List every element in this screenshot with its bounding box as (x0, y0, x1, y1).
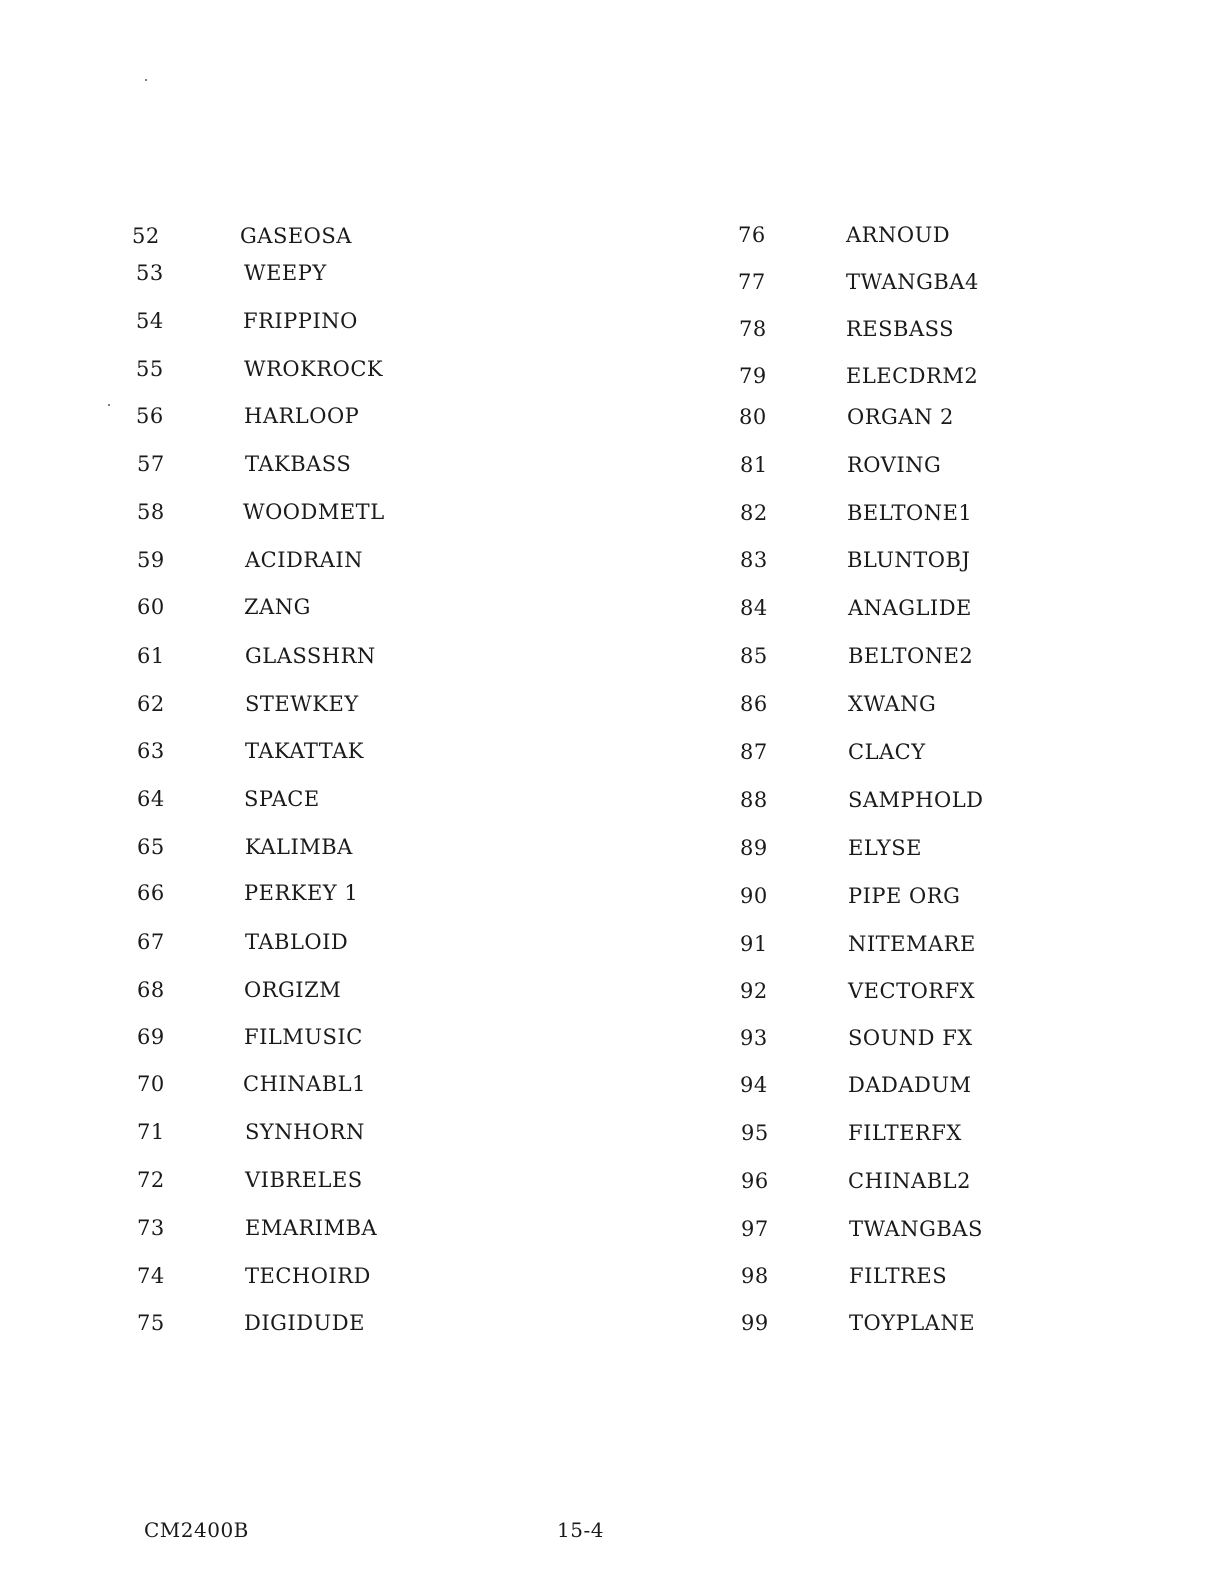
patch-number: 76 (738, 223, 766, 247)
patch-name: GASEOSA (240, 224, 352, 248)
patch-name: NITEMARE (848, 932, 976, 956)
patch-entry (600, 790, 1100, 830)
patch-name: BELTONE2 (848, 644, 974, 668)
patch-number: 64 (137, 787, 165, 811)
patch-entry (0, 1313, 500, 1353)
patch-entry (600, 455, 1100, 495)
patch-entry (0, 980, 500, 1020)
patch-number: 65 (137, 835, 165, 859)
patch-name: SYNHORN (245, 1120, 365, 1144)
patch-name: PERKEY 1 (244, 881, 359, 905)
patch-name: WOODMETL (243, 500, 385, 524)
patch-entry (0, 359, 500, 399)
patch-entry (600, 886, 1100, 926)
patch-number: 68 (137, 978, 165, 1002)
patch-name: TOYPLANE (849, 1311, 976, 1335)
patch-name: TWANGBAS (849, 1217, 983, 1241)
patch-entry (600, 503, 1100, 543)
patch-number: 66 (137, 881, 165, 905)
patch-name: SOUND FX (848, 1026, 973, 1050)
patch-entry (0, 226, 500, 266)
patch-entry (600, 225, 1100, 265)
patch-name: TECHOIRD (245, 1264, 371, 1288)
patch-name: VIBRELES (245, 1168, 363, 1192)
patch-name: ELYSE (848, 836, 923, 860)
patch-name: SAMPHOLD (848, 788, 984, 812)
patch-entry (600, 981, 1100, 1021)
patch-number: 62 (137, 692, 165, 716)
patch-number: 55 (136, 357, 164, 381)
patch-name: ORGIZM (244, 978, 342, 1002)
footer-document-code: CM2400B (144, 1518, 249, 1542)
patch-entry (0, 597, 500, 637)
patch-name: STEWKEY (245, 692, 359, 716)
patch-entry (600, 550, 1100, 590)
patch-name: ORGAN 2 (847, 405, 954, 429)
patch-number: 94 (740, 1073, 768, 1097)
patch-entry (600, 1171, 1100, 1211)
patch-number: 56 (136, 404, 164, 428)
patch-number: 92 (740, 979, 768, 1003)
patch-entry (600, 838, 1100, 878)
patch-number: 86 (740, 692, 768, 716)
patch-name: ROVING (847, 453, 942, 477)
patch-number: 57 (137, 452, 165, 476)
patch-entry (600, 319, 1100, 359)
patch-entry (0, 646, 500, 686)
patch-entry (600, 598, 1100, 638)
patch-entry (0, 1027, 500, 1067)
patch-number: 70 (137, 1072, 165, 1096)
patch-name: FILTRES (849, 1264, 948, 1288)
patch-number: 71 (137, 1120, 165, 1144)
patch-number: 69 (137, 1025, 165, 1049)
patch-entry (600, 272, 1100, 312)
patch-name: ACIDRAIN (245, 548, 364, 572)
patch-number: 89 (740, 836, 768, 860)
patch-entry (0, 406, 500, 446)
patch-name: SPACE (244, 787, 320, 811)
patch-name: TWANGBA4 (846, 270, 979, 294)
patch-entry (0, 263, 500, 303)
patch-name: TAKATTAK (245, 739, 364, 763)
patch-list-right (600, 0, 1100, 1584)
patch-entry (0, 502, 500, 542)
patch-number: 77 (738, 270, 766, 294)
patch-entry (0, 1266, 500, 1306)
patch-name: VECTORFX (848, 979, 976, 1003)
patch-name: FILTERFX (848, 1121, 962, 1145)
patch-number: 96 (741, 1169, 769, 1193)
patch-entry (600, 1075, 1100, 1115)
patch-name: XWANG (848, 692, 937, 716)
patch-number: 93 (740, 1026, 768, 1050)
patch-number: 54 (136, 309, 164, 333)
patch-name: EMARIMBA (245, 1216, 378, 1240)
patch-entry (600, 1028, 1100, 1068)
patch-number: 63 (137, 739, 165, 763)
patch-number: 58 (137, 500, 165, 524)
patch-number: 97 (741, 1217, 769, 1241)
patch-number: 90 (740, 884, 768, 908)
patch-entry (600, 366, 1100, 406)
patch-number: 88 (740, 788, 768, 812)
patch-name: ARNOUD (846, 223, 951, 247)
patch-list-left (0, 0, 500, 1584)
patch-number: 75 (137, 1311, 165, 1335)
patch-name: KALIMBA (245, 835, 353, 859)
patch-name: PIPE ORG (848, 884, 961, 908)
patch-entry (0, 789, 500, 829)
patch-name: CHINABL2 (848, 1169, 971, 1193)
patch-name: ANAGLIDE (848, 596, 972, 620)
patch-entry (0, 1170, 500, 1210)
patch-entry (0, 1218, 500, 1258)
patch-name: BLUNTOBJ (847, 548, 971, 572)
patch-number: 99 (741, 1311, 769, 1335)
patch-number: 91 (740, 932, 768, 956)
patch-entry (600, 1219, 1100, 1259)
patch-number: 59 (137, 548, 165, 572)
patch-number: 83 (740, 548, 768, 572)
patch-name: FILMUSIC (244, 1025, 363, 1049)
patch-name: CLACY (848, 740, 926, 764)
patch-entry (0, 837, 500, 877)
patch-name: WEEPY (244, 261, 327, 285)
patch-entry (0, 883, 500, 923)
patch-name: FRIPPINO (243, 309, 358, 333)
patch-number: 84 (740, 596, 768, 620)
patch-entry (600, 1313, 1100, 1353)
patch-number: 82 (740, 501, 768, 525)
patch-number: 95 (741, 1121, 769, 1145)
patch-entry (0, 311, 500, 351)
patch-entry (0, 550, 500, 590)
patch-number: 60 (137, 595, 165, 619)
patch-entry (600, 694, 1100, 734)
patch-name: BELTONE1 (847, 501, 973, 525)
patch-number: 53 (136, 261, 164, 285)
patch-entry (0, 694, 500, 734)
patch-name: DADADUM (848, 1073, 972, 1097)
patch-entry (600, 407, 1100, 447)
patch-name: CHINABL1 (243, 1072, 366, 1096)
patch-entry (600, 934, 1100, 974)
patch-entry (600, 1266, 1100, 1306)
patch-name: GLASSHRN (245, 644, 376, 668)
patch-entry (0, 741, 500, 781)
patch-entry (600, 646, 1100, 686)
patch-number: 74 (137, 1264, 165, 1288)
patch-name: DIGIDUDE (244, 1311, 365, 1335)
patch-number: 81 (740, 453, 768, 477)
patch-number: 85 (740, 644, 768, 668)
patch-number: 78 (739, 317, 767, 341)
patch-name: ELECDRM2 (846, 364, 979, 388)
footer-page-number: 15-4 (557, 1518, 604, 1542)
patch-number: 79 (739, 364, 767, 388)
patch-entry (0, 1122, 500, 1162)
patch-name: TABLOID (245, 930, 349, 954)
patch-number: 87 (740, 740, 768, 764)
patch-name: WROKROCK (244, 357, 384, 381)
patch-name: TAKBASS (245, 452, 352, 476)
patch-number: 72 (137, 1168, 165, 1192)
patch-name: ZANG (244, 595, 311, 619)
patch-entry (0, 932, 500, 972)
patch-name: HARLOOP (244, 404, 360, 428)
patch-number: 52 (132, 224, 160, 248)
patch-name: RESBASS (846, 317, 955, 341)
patch-number: 73 (137, 1216, 165, 1240)
patch-number: 98 (741, 1264, 769, 1288)
patch-entry (600, 742, 1100, 782)
patch-entry (600, 1123, 1100, 1163)
patch-entry (0, 454, 500, 494)
patch-number: 80 (739, 405, 767, 429)
patch-entry (0, 1074, 500, 1114)
patch-number: 67 (137, 930, 165, 954)
patch-number: 61 (137, 644, 165, 668)
